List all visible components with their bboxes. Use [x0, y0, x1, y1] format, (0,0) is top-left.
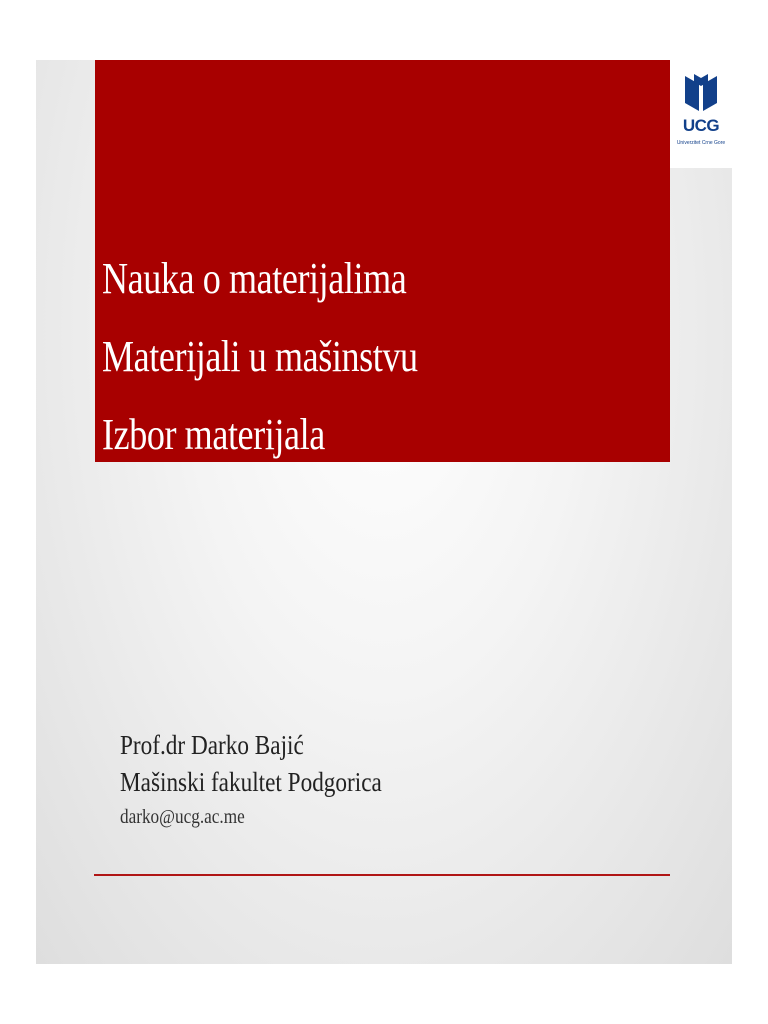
- title-line-1: Nauka o materijalima: [102, 254, 407, 303]
- logo-subtext: Univerzitet Crne Gore: [676, 140, 726, 146]
- title-line-2: Materijali u mašinstvu: [102, 332, 418, 381]
- title-slide: [36, 60, 732, 964]
- ucg-logo: [670, 60, 732, 168]
- author-name: Prof.dr Darko Bajić: [120, 730, 304, 760]
- slide-title: [102, 240, 418, 474]
- author-block: [120, 727, 382, 833]
- book-icon: [684, 74, 718, 112]
- divider-line: [94, 874, 670, 876]
- logo-text: UCG: [682, 116, 720, 135]
- author-email: darko@ucg.ac.me: [120, 806, 245, 828]
- title-line-3: Izbor materijala: [102, 410, 325, 459]
- faculty-name: Mašinski fakultet Podgorica: [120, 767, 382, 797]
- title-box: [95, 60, 670, 462]
